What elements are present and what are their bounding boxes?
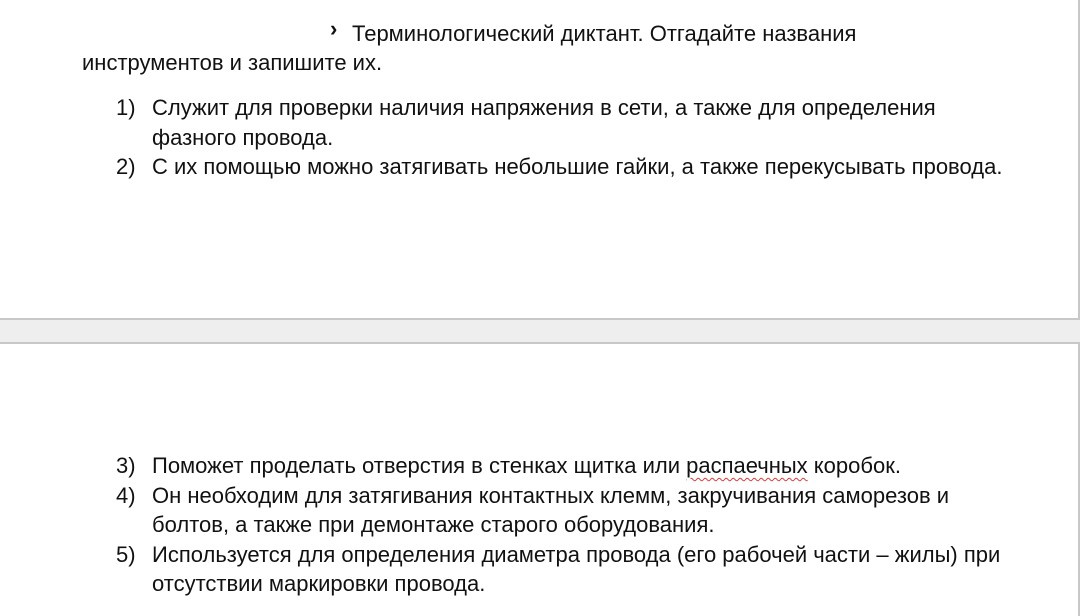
list-item [116,451,1016,481]
question-list-page-2 [116,451,1016,599]
list-item [116,481,1016,540]
item-number: 2) [116,154,136,179]
item-number: 1) [116,95,136,120]
item-text-start: Поможет проделать отверстия в стенках щитка или [152,453,687,478]
item-text: Он необходим для затягивания контактных клемм, закручивания саморезов и болтов, а также при демонтаже старого оборудования. [152,482,950,537]
task-heading-text: Терминологический диктант. Отгадайте названия инструментов и запишите их. [82,21,857,75]
item-text: Используется для определения диаметра провода (его рабочей части – жилы) при отсутствии маркировки провода. [152,541,1001,596]
item-text-end: коробок. [807,453,901,478]
list-item [116,93,1016,152]
item-number: 5) [116,541,136,567]
item-number: 3) [116,453,136,478]
task-heading: › Терминологический диктант. Отгадайте названия инструментов и запишите их. [82,16,857,75]
page-gap [0,320,1080,342]
item-text [152,453,901,478]
spellcheck-flagged-word[interactable]: распаечных [686,453,808,478]
question-list-page-1 [116,93,1016,182]
item-text: Служит для проверки наличия напряжения в сети, а также для определения фазного провода. [152,95,936,150]
item-text: С их помощью можно затягивать небольшие гайки, а также перекусывать провода. [152,154,1003,179]
list-item [116,152,1016,182]
item-number: 4) [116,482,136,508]
list-item [116,540,1016,599]
